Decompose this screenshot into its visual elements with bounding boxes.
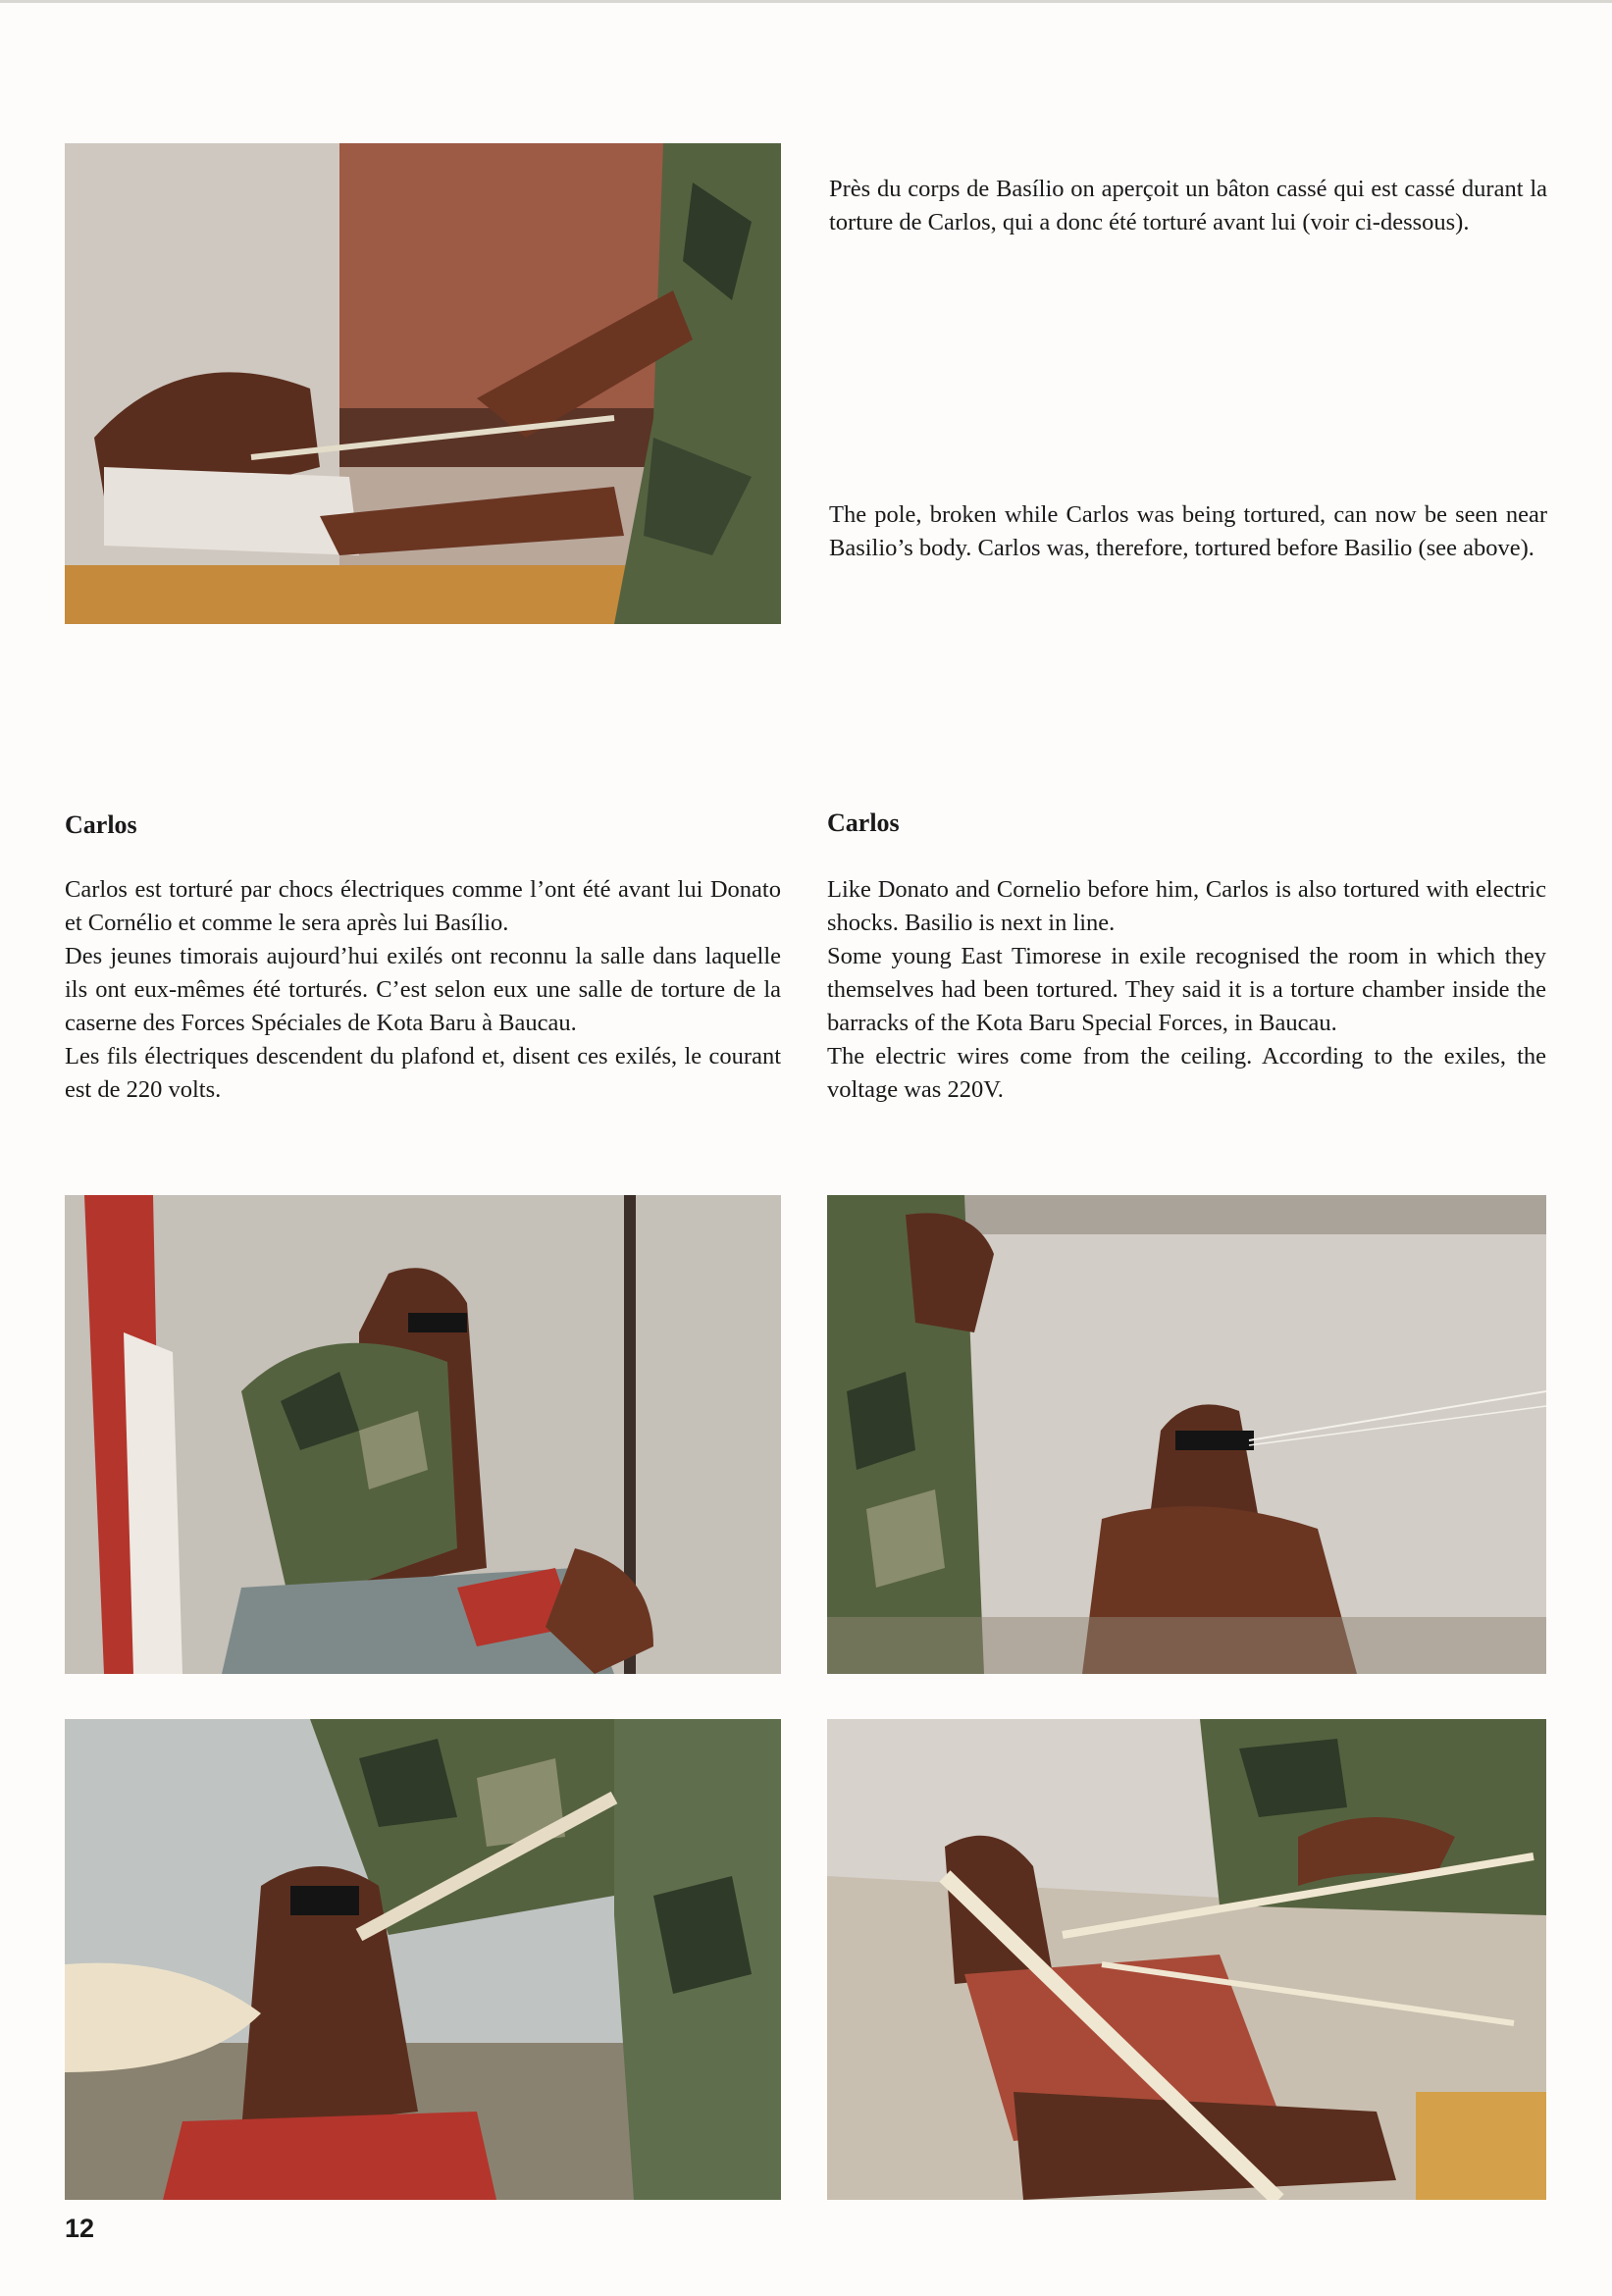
caption-en-top: The pole, broken while Carlos was being tortured, can now be seen near Basilio’s body. Carlos was, therefore, tortured before Basilio (see above). bbox=[829, 501, 1547, 561]
caption-fr-top: Près du corps de Basílio on aperçoit un bâton cassé qui est cassé durant la torture de Carlos, qui a donc été torturé avant lui (voir ci-dessous). bbox=[829, 176, 1547, 235]
body-fr-paragraph: Des jeunes timorais aujourd’hui exilés ont reconnu la salle dans laquelle ils ont eux-mêmes été torturés. C’est selon eux une salle de torture de la caserne des Forces Spéciales de Kota Baru à Baucau. bbox=[65, 943, 781, 1036]
body-en bbox=[827, 873, 1546, 1107]
page-number: 12 bbox=[65, 2214, 95, 2243]
body-en-paragraph: The electric wires come from the ceiling. According to the exiles, the voltage was 220V. bbox=[827, 1043, 1546, 1103]
photo-carlos-wires bbox=[827, 1195, 1546, 1674]
body-fr bbox=[65, 873, 781, 1107]
top-rule bbox=[0, 0, 1612, 3]
body-en-paragraph: Like Donato and Cornelio before him, Carlos is also tortured with electric shocks. Basilio is next in line. bbox=[827, 876, 1546, 936]
photo-carlos-floor bbox=[827, 1719, 1546, 2200]
heading-carlos-fr: Carlos bbox=[65, 810, 137, 839]
photo-basilio-body bbox=[65, 143, 781, 624]
body-fr-paragraph: Carlos est torturé par chocs électriques comme l’ont été avant lui Donato et Cornélio et comme le sera après lui Basílio. bbox=[65, 876, 781, 936]
body-fr-paragraph: Les fils électriques descendent du plafond et, disent ces exilés, le courant est de 220 volts. bbox=[65, 1043, 781, 1103]
photo-carlos-beaten bbox=[65, 1719, 781, 2200]
photo-carlos-blindfolded bbox=[65, 1195, 781, 1674]
body-en-paragraph: Some young East Timorese in exile recognised the room in which they themselves had been tortured. They said it is a torture chamber inside the barracks of the Kota Baru Special Forces, in Baucau. bbox=[827, 943, 1546, 1036]
heading-carlos-en: Carlos bbox=[827, 809, 900, 837]
